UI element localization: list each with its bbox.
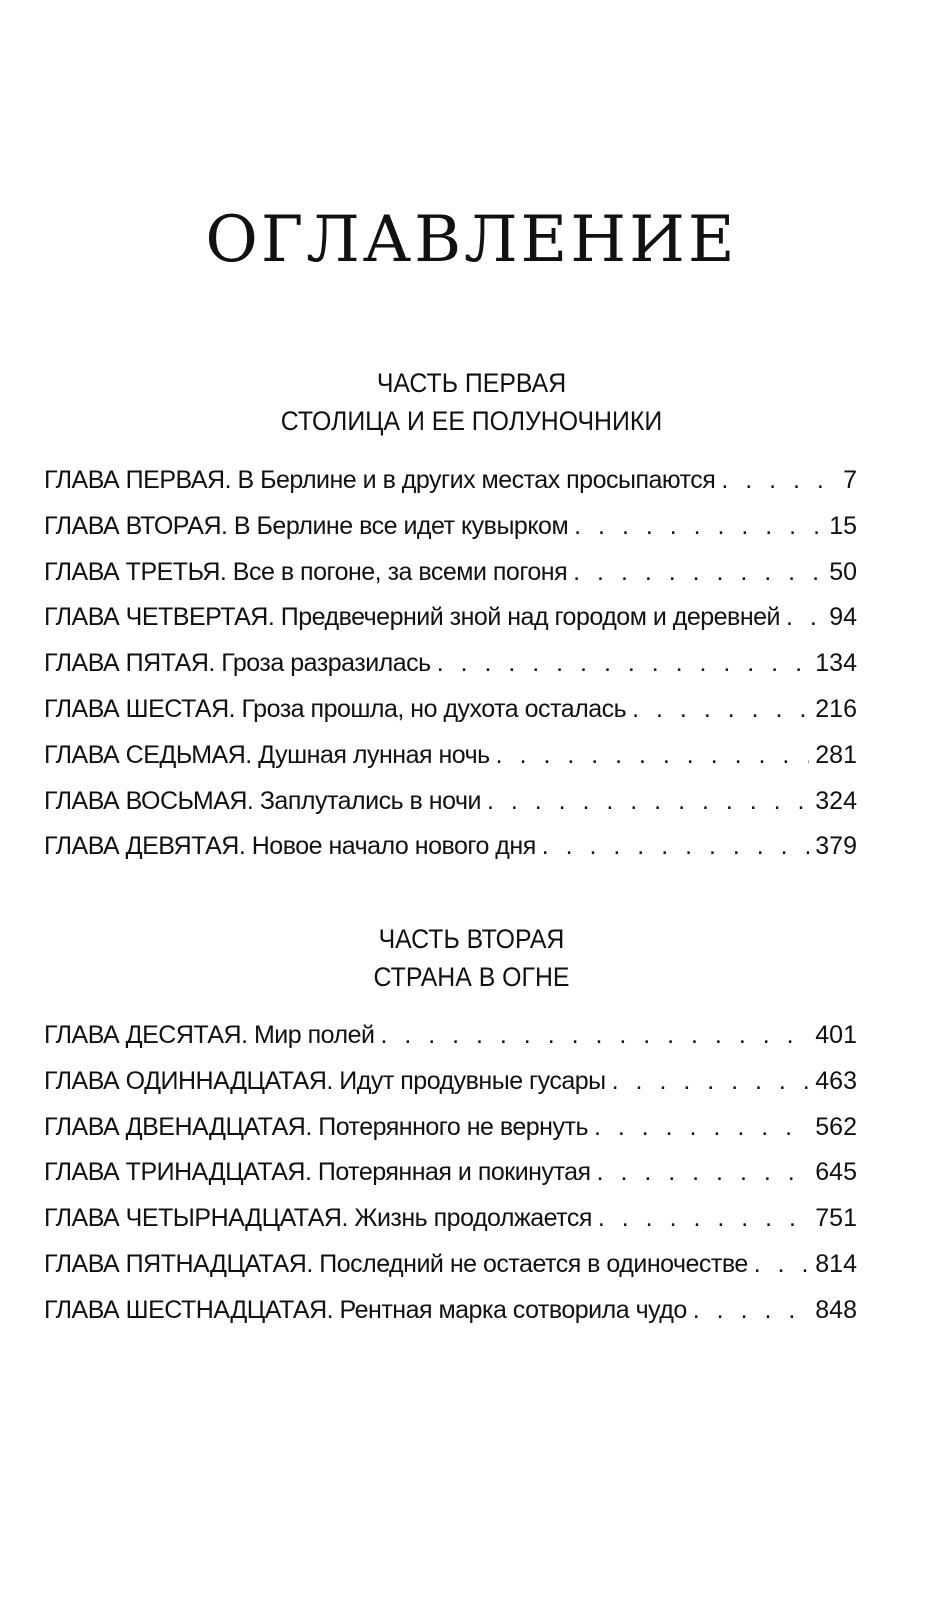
dot-leader <box>542 832 810 861</box>
chapter-title: ГЛАВА ПЕРВАЯ. В Берлине и в других местах просыпаются <box>44 466 716 494</box>
chapter-title: ГЛАВА ШЕСТНАДЦАТАЯ. Рентная марка сотворила чудо <box>44 1295 687 1324</box>
dot-leader <box>574 512 823 541</box>
chapter-row[interactable] <box>44 1296 857 1342</box>
part-one-subtitle: СТОЛИЦА И ЕЕ ПОЛУНОЧНИКИ <box>280 406 663 436</box>
chapter-title: ГЛАВА ДЕСЯТАЯ. Мир полей <box>44 1021 375 1049</box>
dot-leader <box>632 695 809 724</box>
chapter-row[interactable] <box>44 649 857 695</box>
chapter-row[interactable] <box>44 741 857 787</box>
dot-leader <box>380 1021 809 1050</box>
chapter-row[interactable] <box>44 1158 857 1204</box>
dot-leader <box>573 558 823 587</box>
part-two-subtitle: СТРАНА В ОГНЕ <box>373 962 570 992</box>
dot-leader <box>487 787 809 816</box>
dot-leader <box>496 741 810 770</box>
chapter-row[interactable] <box>44 695 857 741</box>
chapter-page-number: 94 <box>829 603 857 632</box>
chapter-title: ГЛАВА ДЕВЯТАЯ. Новое начало нового дня <box>44 832 536 861</box>
chapter-page-number: 848 <box>815 1295 857 1324</box>
part-two-chapter-list <box>44 1021 857 1342</box>
chapter-page-number: 814 <box>815 1249 857 1278</box>
chapter-title: ГЛАВА ТРЕТЬЯ. Все в погоне, за всеми погоня <box>44 557 568 586</box>
chapter-row[interactable] <box>44 1204 857 1250</box>
dot-leader <box>612 1067 810 1096</box>
dot-leader <box>594 1113 809 1142</box>
chapter-title: ГЛАВА ПЯТНАДЦАТАЯ. Последний не остается в одиночестве <box>44 1249 748 1278</box>
dot-leader <box>598 1204 809 1233</box>
chapter-page-number: 134 <box>815 649 857 678</box>
chapter-page-number: 50 <box>829 557 857 586</box>
dot-leader <box>786 603 823 632</box>
chapter-page-number: 562 <box>815 1112 857 1141</box>
dot-leader <box>721 466 831 495</box>
chapter-row[interactable] <box>44 787 857 833</box>
chapter-row[interactable] <box>44 1250 857 1296</box>
chapter-title: ГЛАВА ТРИНАДЦАТАЯ. Потерянная и покинутая <box>44 1158 591 1187</box>
chapter-title: ГЛАВА ЧЕТВЕРТАЯ. Предвечерний зной над городом и деревней <box>44 603 781 632</box>
page-title: ОГЛАВЛЕНИЕ <box>205 203 738 277</box>
chapter-row[interactable] <box>44 1113 857 1159</box>
chapter-page-number: 324 <box>815 786 857 815</box>
chapter-title: ГЛАВА ЧЕТЫРНАДЦАТАЯ. Жизнь продолжается <box>44 1204 592 1233</box>
chapter-title: ГЛАВА ПЯТАЯ. Гроза разразилась <box>44 649 431 678</box>
part-one-chapter-list <box>44 466 857 878</box>
chapter-page-number: 751 <box>815 1204 857 1233</box>
chapter-row[interactable] <box>44 512 857 558</box>
chapter-row[interactable] <box>44 466 857 512</box>
dot-leader <box>693 1296 810 1325</box>
chapter-title: ГЛАВА СЕДЬМАЯ. Душная лунная ночь <box>44 740 490 769</box>
chapter-title: ГЛАВА ОДИННАДЦАТАЯ. Идут продувные гусары <box>44 1066 606 1095</box>
chapter-title: ГЛАВА ДВЕНАДЦАТАЯ. Потерянного не вернуть <box>44 1112 588 1141</box>
chapter-row[interactable] <box>44 558 857 604</box>
chapter-title: ГЛАВА ВОСЬМАЯ. Заплутались в ночи <box>44 786 481 815</box>
dot-leader <box>754 1250 810 1279</box>
chapter-page-number: 281 <box>815 740 857 769</box>
chapter-page-number: 15 <box>829 511 857 540</box>
part-one-label: ЧАСТЬ ПЕРВАЯ <box>376 368 567 398</box>
chapter-row[interactable] <box>44 1067 857 1113</box>
chapter-page-number: 216 <box>815 694 857 723</box>
chapter-page-number: 7 <box>843 466 857 494</box>
chapter-title: ГЛАВА ВТОРАЯ. В Берлине все идет кувырком <box>44 511 569 540</box>
dot-leader <box>437 649 810 678</box>
chapter-title: ГЛАВА ШЕСТАЯ. Гроза прошла, но духота осталась <box>44 694 627 723</box>
chapter-page-number: 401 <box>815 1021 857 1049</box>
chapter-row[interactable] <box>44 603 857 649</box>
chapter-page-number: 379 <box>815 832 857 861</box>
chapter-row[interactable] <box>44 1021 857 1067</box>
chapter-page-number: 463 <box>815 1066 857 1095</box>
part-two-label: ЧАСТЬ ВТОРАЯ <box>378 924 565 954</box>
chapter-page-number: 645 <box>815 1158 857 1187</box>
chapter-row[interactable] <box>44 832 857 878</box>
dot-leader <box>597 1158 810 1187</box>
